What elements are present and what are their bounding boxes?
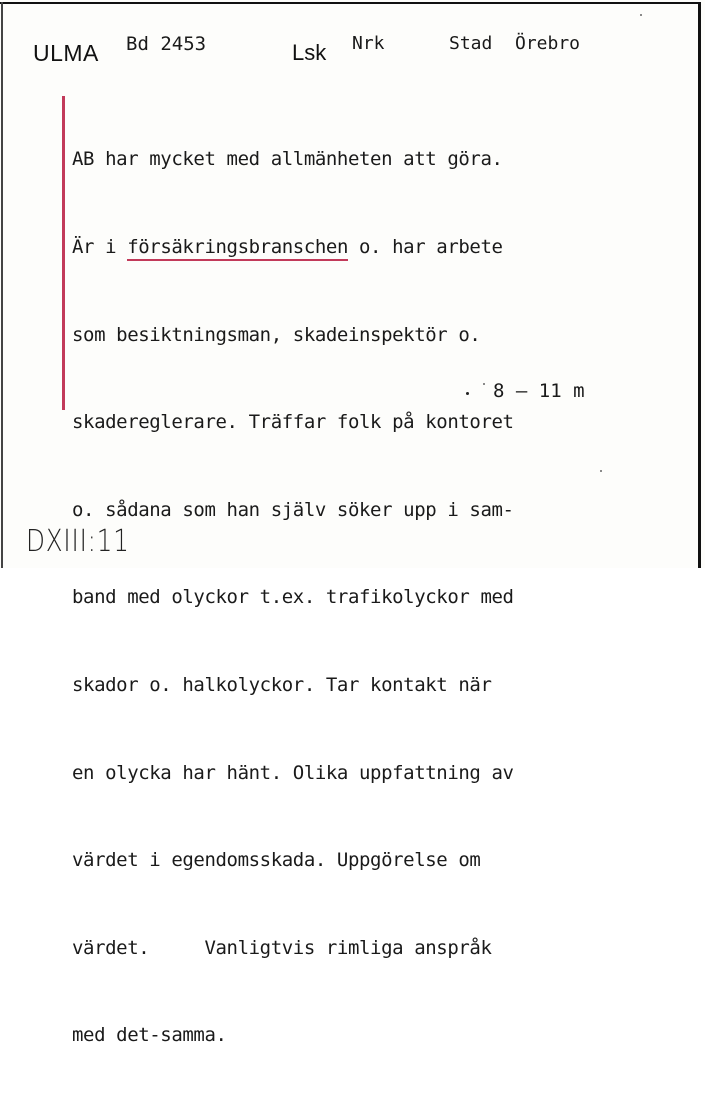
header-lsk-value: Nrk <box>352 33 385 54</box>
speck <box>600 470 602 472</box>
header-lsk-label: Lsk <box>292 40 327 65</box>
body-line-5: o. sådana som han själv söker upp i sam- <box>72 498 514 521</box>
margin-line <box>62 96 65 410</box>
card-border-top <box>0 2 700 4</box>
body-line-9: värdet i egendomsskada. Uppgörelse om <box>72 849 481 872</box>
speck <box>640 14 642 16</box>
count-label: 8 – 11 m <box>493 380 585 402</box>
card-border-left <box>1 2 3 568</box>
body-line-6: band med olyckor t.ex. trafikolyckor med <box>72 586 514 609</box>
body-line-10: värdet. Vanligtvis rimliga anspråk <box>72 936 492 959</box>
body-line-7: skador o. halkolyckor. Tar kontakt när <box>72 673 492 696</box>
body-line-8: en olycka har hänt. Olika uppfattning av <box>72 761 514 784</box>
speck-dot <box>466 392 469 395</box>
underlined-word: försäkringsbranschen <box>127 236 348 261</box>
header-stad-value: Örebro <box>515 33 581 54</box>
body-line-2-suffix: o. har arbete <box>347 236 503 258</box>
header-stad-label: Stad <box>449 33 493 54</box>
body-line-11: med det-samma. <box>72 1024 227 1047</box>
body-line-4: skadereglerare. Träffar folk på kontoret <box>72 411 514 434</box>
body-line-2-prefix: Är i <box>72 236 128 258</box>
body-line-1: AB har mycket med allmänheten att göra. <box>72 148 503 171</box>
speck <box>483 383 485 385</box>
body-line-3: som besiktningsman, skadeinspektör o. <box>72 323 481 346</box>
card-border-right <box>698 2 701 568</box>
body-text <box>72 87 514 1109</box>
body-line-2 <box>72 233 514 262</box>
archive-code: DXIII:11 <box>26 524 130 559</box>
header-record-number: Bd 2453 <box>126 33 207 55</box>
header-surname: ULMA <box>33 40 99 66</box>
